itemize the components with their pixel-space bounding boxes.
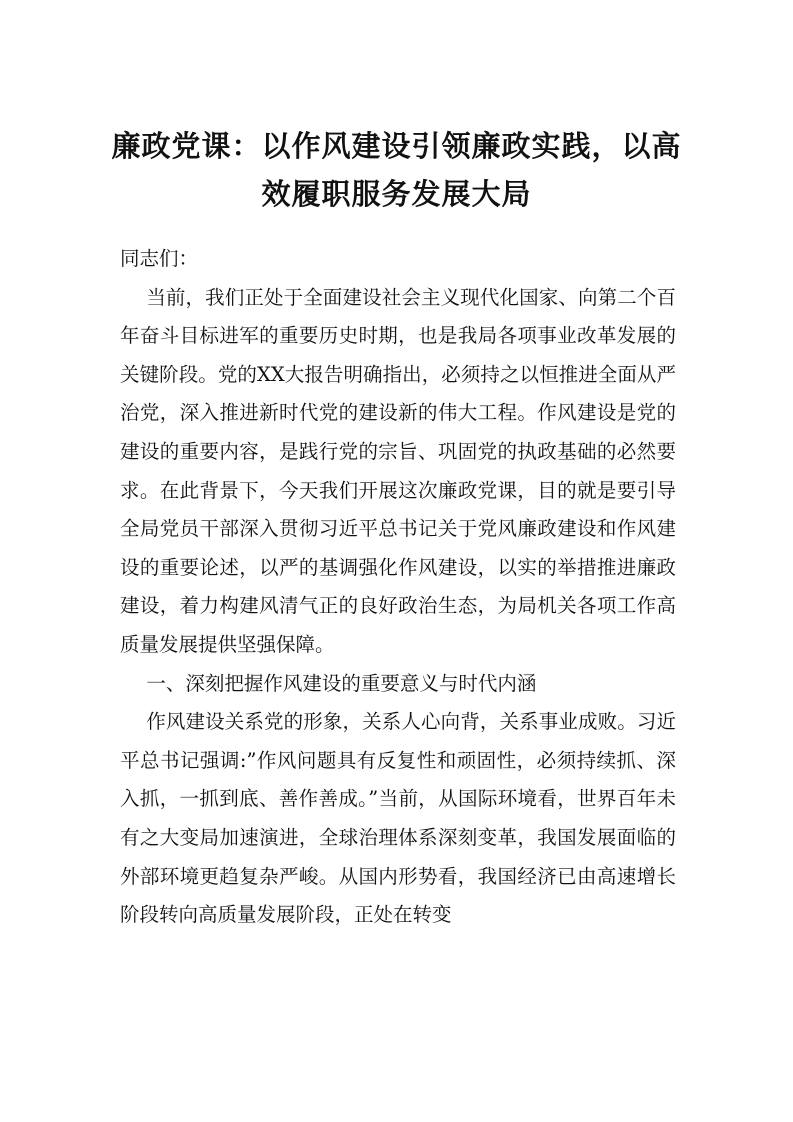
paragraph-intro: 当前，我们正处于全面建设社会主义现代化国家、向第二个百年奋斗目标进军的重要历史时期，也是我局各项事业改革发展的关键阶段。党的XX大报告明确指出，必须持之以恒推进全面从严治党，深入推进新时代党的建设新的伟大工程。作风建设是党的建设的重要内容，是践行党的宗旨、巩固党的执政基础的必然要求。在此背景下，今天我们开展这次廉政党课，目的就是要引导全局党员干部深入贯彻习近平总书记关于党风廉政建设和作风建设的重要论述，以严的基调强化作风建设，以实的举措推进廉政建设，着力构建风清气正的良好政治生态，为局机关各项工作高质量发展提供坚强保障。 — [120, 285, 676, 656]
document-title: 廉政党课：以作风建设引领廉政实践，以高效履职服务发展大局 — [111, 129, 682, 211]
document-body — [120, 240, 676, 935]
paragraph-section-one: 作风建设关系党的形象，关系人心向背，关系事业成败。习近平总书记强调:”作风问题具有反复性和顽固性，必须持续抓、深入抓，一抓到底、善作善成。”当前，从国际环境看，世界百年未有之大变局加速演进，全球治理体系深刻变革，我国发展面临的外部环境更趋复杂严峻。从国内形势看，我国经济已由高速增长阶段转向高质量发展阶段，正处在转变 — [120, 710, 676, 927]
salutation: 同志们： — [120, 247, 199, 270]
section-heading: 一、深刻把握作风建设的重要意义与时代内涵 — [146, 671, 537, 695]
